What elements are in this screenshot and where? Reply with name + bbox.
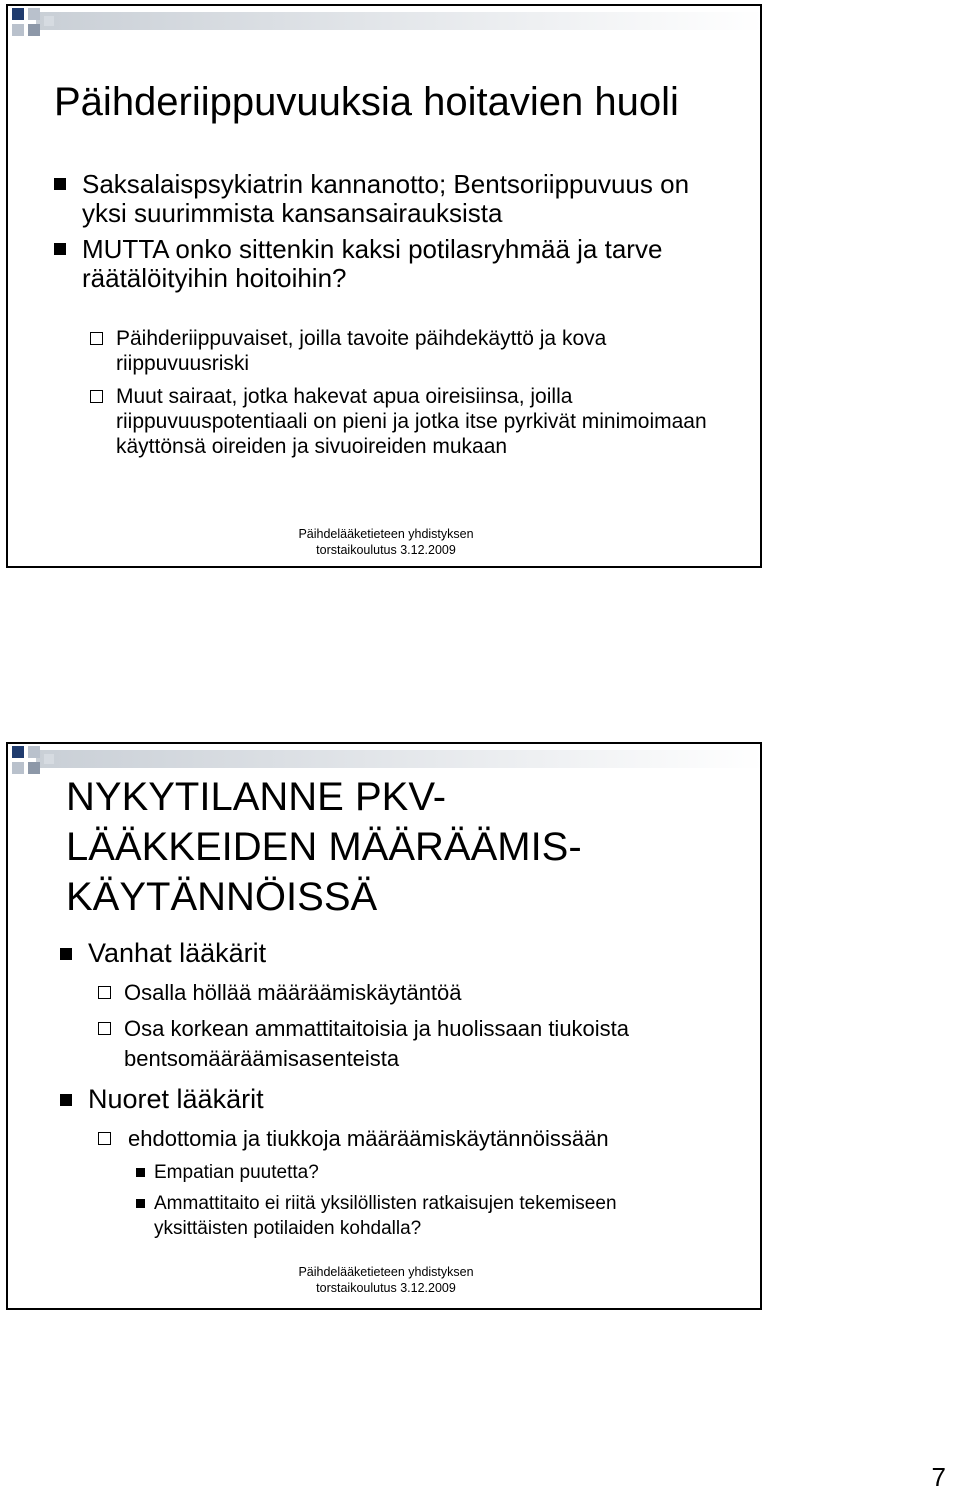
square-bullet-icon — [60, 1094, 72, 1106]
slide-1 — [6, 4, 762, 568]
slide-2 — [6, 742, 762, 1310]
list-item: ehdottomia ja tiukkoja määräämiskäytännöissään — [98, 1124, 718, 1154]
slide-1-bullet-list — [54, 170, 694, 292]
slide-1-footer: Päihdelääketieteen yhdistyksen torstaikoulutus 3.12.2009 — [298, 527, 474, 557]
page-number: 7 — [931, 1462, 946, 1492]
list-item: Empatian puutetta? — [136, 1160, 696, 1185]
slide-2-subbullet-list-1 — [98, 978, 718, 1074]
square-bullet-icon — [60, 948, 72, 960]
hollow-square-bullet-icon — [98, 986, 111, 999]
slide-2-subsubbullet-list — [136, 1160, 696, 1241]
hollow-square-bullet-icon — [90, 390, 103, 403]
slide-header-decoration — [8, 6, 762, 46]
slide-2-title: NYKYTILANNE PKV- LÄÄKKEIDEN MÄÄRÄÄMIS- KÄYTÄNNÖISSÄ — [66, 775, 582, 919]
hollow-square-bullet-icon — [90, 332, 103, 345]
list-item: Osalla höllää määräämiskäytäntöä — [98, 978, 718, 1008]
list-item: Päihderiippuvaiset, joilla tavoite päihdekäyttö ja kova riippuvuusriski — [90, 326, 730, 376]
hollow-square-bullet-icon — [98, 1022, 111, 1035]
list-item: Muut sairaat, jotka hakevat apua oireisiinsa, joilla riippuvuuspotentiaali on pieni ja jotka itse pyrkivät minimoimaan käyttönsä oireiden ja sivuoireiden mukaan — [90, 384, 730, 459]
slide-1-title: Päihderiippuvuuksia hoitavien huoli — [54, 80, 679, 124]
square-bullet-icon — [136, 1199, 145, 1208]
list-item: Osa korkean ammattitaitoisia ja huolissaan tiukoista bentsomääräämisasenteista — [98, 1014, 718, 1074]
slide-2-subbullet-list-2 — [98, 1124, 718, 1154]
square-bullet-icon — [54, 243, 66, 255]
list-item: Ammattitaito ei riitä yksilöllisten ratkaisujen tekemiseen yksittäisten potilaiden kohdalla? — [136, 1191, 696, 1241]
list-item: Vanhat lääkärit — [60, 938, 720, 969]
slide-2-bullet-list — [60, 938, 720, 969]
slide-2-bullet-list-2 — [60, 1084, 720, 1115]
hollow-square-bullet-icon — [98, 1132, 111, 1145]
list-item: Nuoret lääkärit — [60, 1084, 720, 1115]
list-item: Saksalaispsykiatrin kannanotto; Bentsoriippuvuus on yksi suurimmista kansansairauksista — [54, 170, 694, 227]
square-bullet-icon — [54, 178, 66, 190]
slide-1-subbullet-list — [90, 326, 730, 459]
slide-2-footer: Päihdelääketieteen yhdistyksen torstaikoulutus 3.12.2009 — [298, 1265, 474, 1295]
list-item: MUTTA onko sittenkin kaksi potilasryhmää ja tarve räätälöityihin hoitoihin? — [54, 235, 694, 292]
square-bullet-icon — [136, 1168, 145, 1177]
